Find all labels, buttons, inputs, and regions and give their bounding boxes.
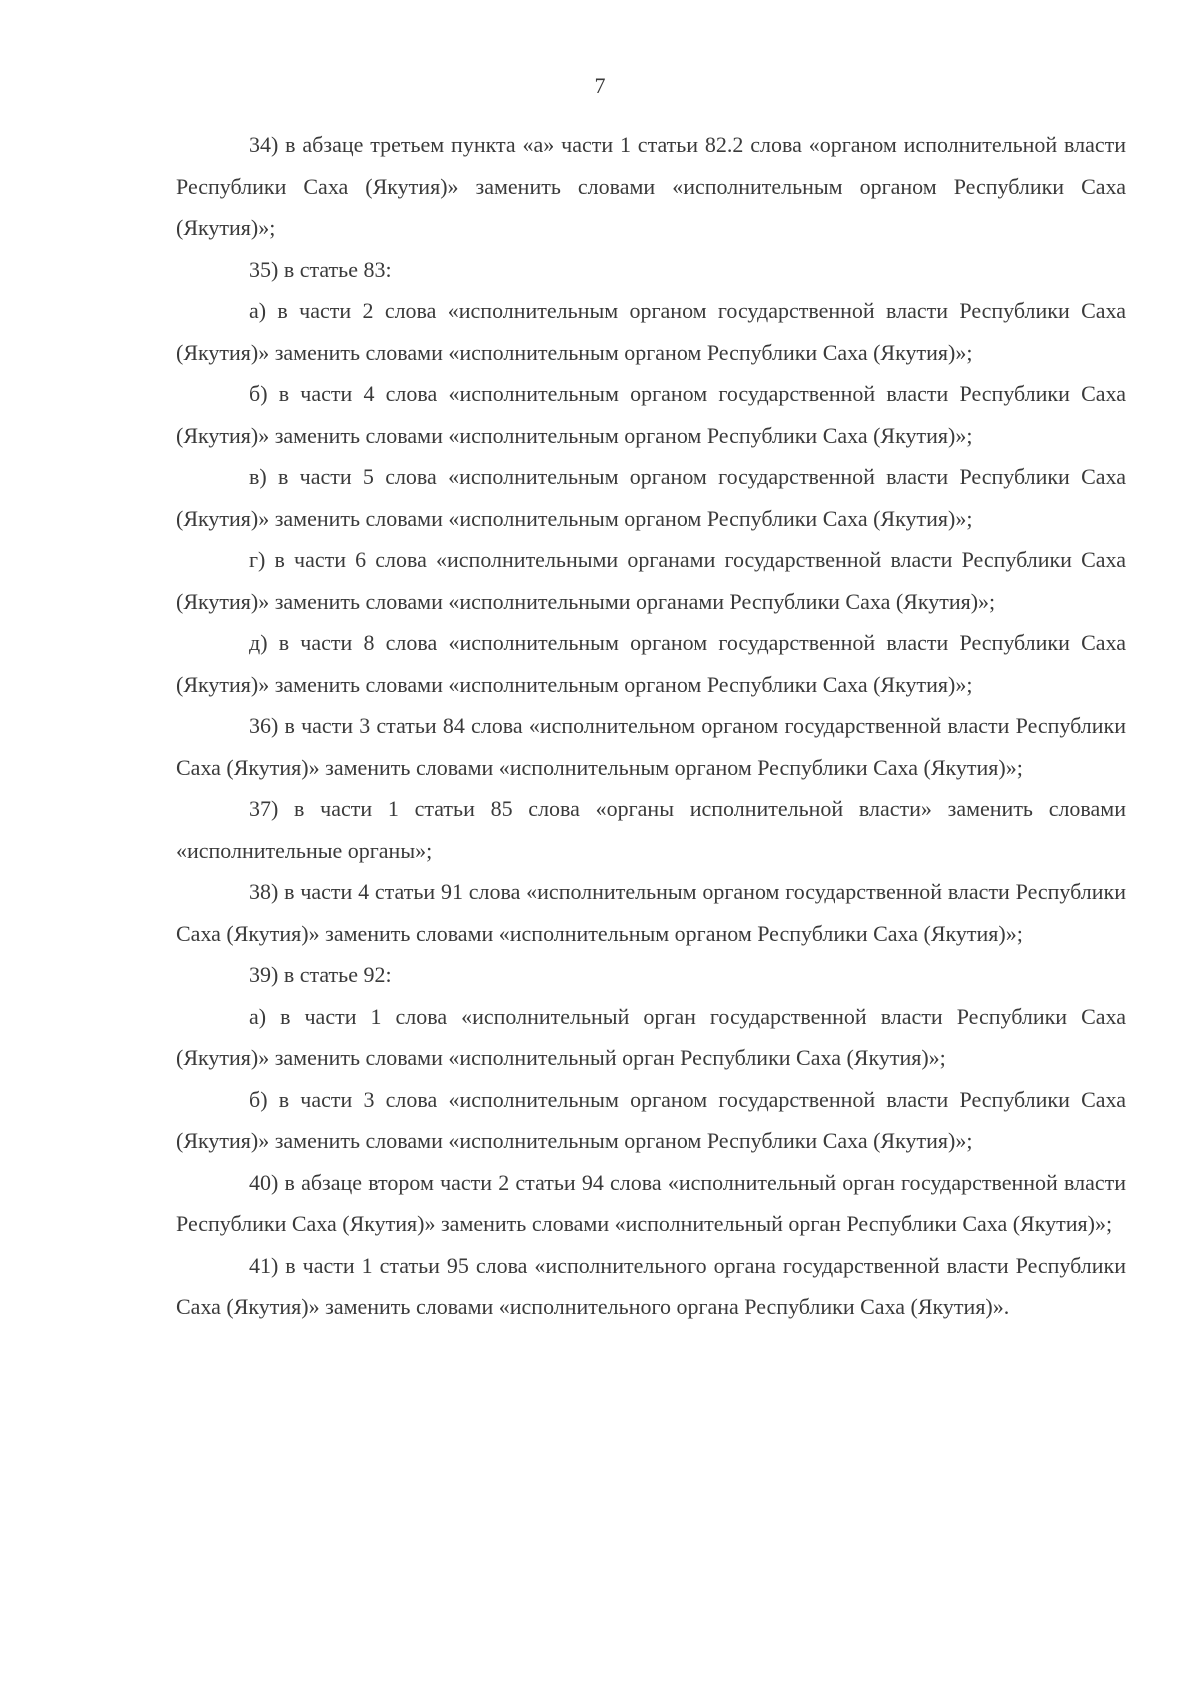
paragraph-item-36: 36) в части 3 статьи 84 слова «исполнительном органом государственной власти Республики Саха (Якутия)» заменить словами «исполнительным органом Республики Саха (Якутия)»; <box>176 713 1126 780</box>
document-body <box>176 124 1126 1328</box>
paragraph-item-40: 40) в абзаце втором части 2 статьи 94 слова «исполнительный орган государственной власти Республики Саха (Якутия)» заменить словами «исполнительный орган Республики Саха (Якутия)»; <box>176 1169 1126 1236</box>
paragraph-item-41: 41) в части 1 статьи 95 слова «исполнительного органа государственной власти Республики Саха (Якутия)» заменить словами «исполнительного органа Республики Саха (Якутия)». <box>176 1252 1126 1319</box>
paragraph-item-38: 38) в части 4 статьи 91 слова «исполнительным органом государственной власти Республики Саха (Якутия)» заменить словами «исполнительным органом Республики Саха (Якутия)»; <box>176 879 1126 946</box>
paragraph-subitem-39b: б) в части 3 слова «исполнительным органом государственной власти Республики Саха (Якутия)» заменить словами «исполнительным органом Республики Саха (Якутия)»; <box>176 1086 1126 1153</box>
paragraph-item-35: 35) в статье 83: <box>249 256 392 282</box>
paragraph-subitem-39a: а) в части 1 слова «исполнительный орган государственной власти Республики Саха (Якутия)» заменить словами «исполнительный орган Республики Саха (Якутия)»; <box>176 1003 1126 1070</box>
paragraph-subitem-35g: г) в части 6 слова «исполнительными органами государственной власти Республики Саха (Якутия)» заменить словами «исполнительными органами Республики Саха (Якутия)»; <box>176 547 1126 614</box>
paragraph-subitem-35v: в) в части 5 слова «исполнительным органом государственной власти Республики Саха (Якутия)» заменить словами «исполнительным органом Республики Саха (Якутия)»; <box>176 464 1126 531</box>
paragraph-subitem-35b: б) в части 4 слова «исполнительным органом государственной власти Республики Саха (Якутия)» заменить словами «исполнительным органом Республики Саха (Якутия)»; <box>176 381 1126 448</box>
paragraph-item-37: 37) в части 1 статьи 85 слова «органы исполнительной власти» заменить словами «исполнительные органы»; <box>176 796 1126 863</box>
paragraph-subitem-35a: а) в части 2 слова «исполнительным органом государственной власти Республики Саха (Якутия)» заменить словами «исполнительным органом Республики Саха (Якутия)»; <box>176 298 1126 365</box>
paragraph-item-34: 34) в абзаце третьем пункта «а» части 1 статьи 82.2 слова «органом исполнительной власти Республики Саха (Якутия)» заменить словами «исполнительным органом Республики Саха (Якутия)»; <box>176 132 1126 240</box>
paragraph-item-39: 39) в статье 92: <box>249 962 392 987</box>
paragraph-subitem-35d: д) в части 8 слова «исполнительным органом государственной власти Республики Саха (Якутия)» заменить словами «исполнительным органом Республики Саха (Якутия)»; <box>176 630 1126 697</box>
page-number: 7 <box>594 73 606 98</box>
